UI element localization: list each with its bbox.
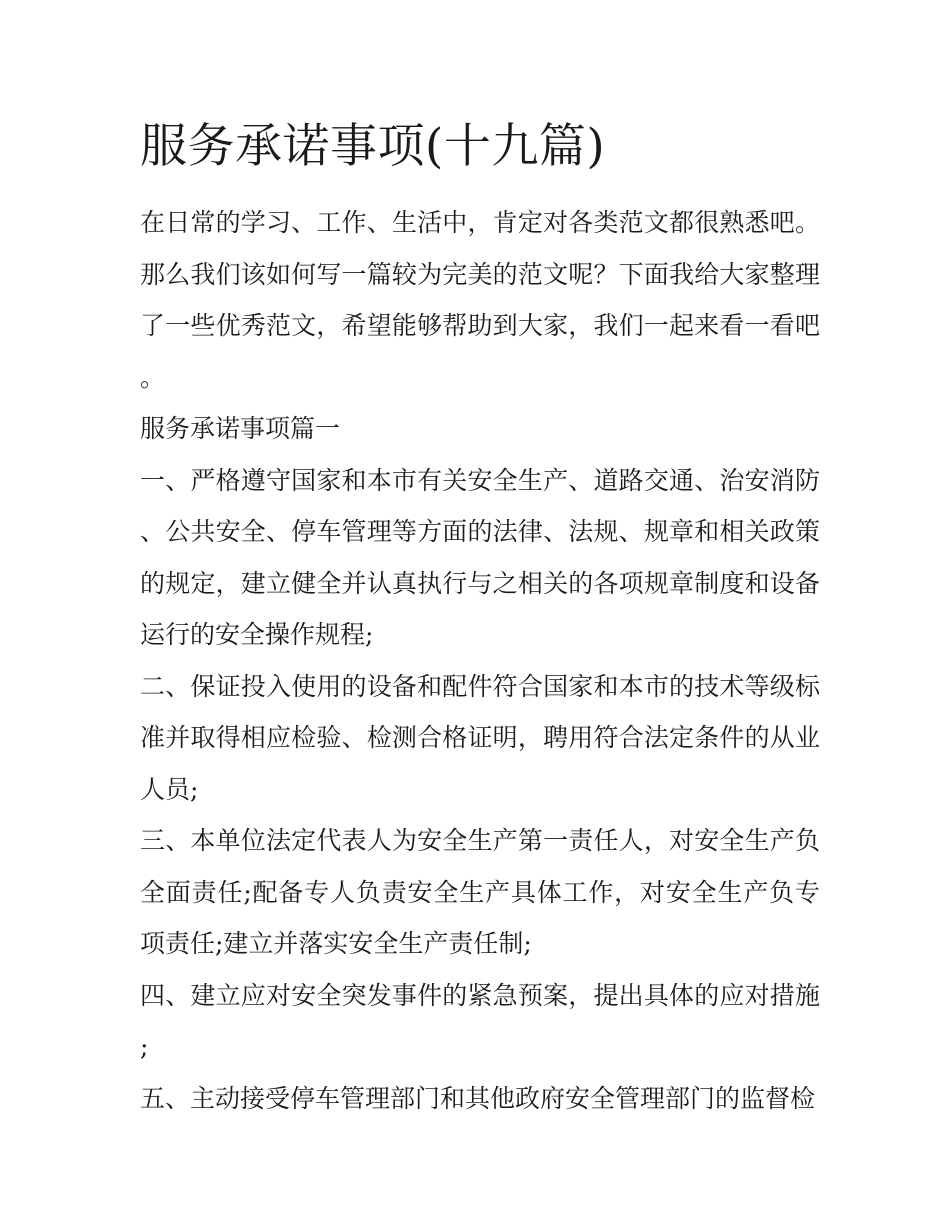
commitment-item-1: 一、严格遵守国家和本市有关安全生产、道路交通、治安消防、公共安全、停车管理等方面的法律、法规、规章和相关政策的规定，建立健全并认真执行与之相关的各项规章制度和设备运行的安全操作规程; [140, 465, 820, 649]
commitment-item-4: 四、建立应对安全突发事件的紧急预案，提出具体的应对措施; [140, 980, 820, 1061]
commitment-item-2: 二、保证投入使用的设备和配件符合国家和本市的技术等级标准并取得相应检验、检测合格证明，聘用符合法定条件的从业人员; [140, 671, 820, 804]
document-body [140, 197, 820, 1124]
commitment-item-5: 五、主动接受停车管理部门和其他政府安全管理部门的监督检 [140, 1083, 816, 1113]
commitment-item-3: 三、本单位法定代表人为安全生产第一责任人，对安全生产负全面责任;配备专人负责安全生产具体工作，对安全生产负专项责任;建立并落实安全生产责任制; [140, 826, 820, 958]
section-heading: 服务承诺事项篇一 [140, 414, 341, 443]
intro-paragraph: 在日常的学习、工作、生活中，肯定对各类范文都很熟悉吧。那么我们该如何写一篇较为完美的范文呢？下面我给大家整理了一些优秀范文，希望能够帮助到大家，我们一起来看一看吧。 [140, 208, 820, 392]
document-title: 服务承诺事项(十九篇) [140, 119, 606, 174]
document-content [140, 112, 820, 1124]
